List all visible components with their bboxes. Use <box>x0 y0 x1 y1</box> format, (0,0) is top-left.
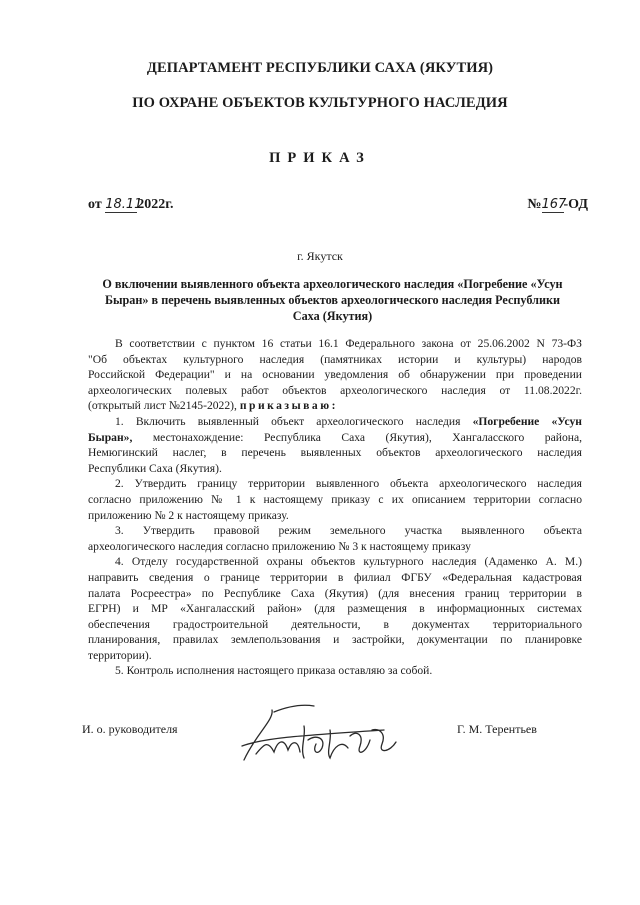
item-3-line: археологического наследия согласно приложению № 3 к настоящему приказу <box>88 539 471 553</box>
item-1-line <box>88 414 582 430</box>
department-name-line2: ПО ОХРАНЕ ОБЪЕКТОВ КУЛЬТУРНОГО НАСЛЕДИЯ <box>132 95 508 111</box>
item-3-line: 3. Утвердить правовой режим земельного участка выявленного объекта <box>115 524 582 538</box>
order-number <box>527 197 588 213</box>
signatory-name: Г. М. Терентьев <box>457 722 537 736</box>
department-name-line1: ДЕПАРТАМЕНТ РЕСПУБЛИКИ САХА (ЯКУТИЯ) <box>146 60 494 76</box>
item-5-line: 5. Контроль исполнения настоящего приказа оставляю за собой. <box>115 664 433 678</box>
item-1-bold: «Погребение «Усун <box>472 414 582 428</box>
order-subject <box>80 276 585 324</box>
order-verb: приказываю: <box>239 399 338 413</box>
item-4-line: планирования, правилах землепользования и застройки, документации по планировке <box>88 633 582 647</box>
number-suffix: -ОД <box>563 197 588 212</box>
item-4-line: палата Росреестра» по Республике Саха (Якутия) (для внесения границ территории в <box>88 586 582 600</box>
item-1-line <box>88 430 582 446</box>
preamble-line <box>88 398 582 414</box>
signatory-role: И. о. руководителя <box>82 722 178 736</box>
item-1-line: Немюгинский наслег, в перечень выявленных объектов археологического наследия <box>88 446 582 460</box>
item-1-text: 1. Включить выявленный объект археологического наследия <box>115 414 461 428</box>
handwritten-signature <box>234 700 404 770</box>
number-prefix: № <box>527 197 542 212</box>
item-2-line: согласно приложению № 1 к настоящему приказу с их описанием территории согласно <box>88 492 582 506</box>
item-4-line: ЕГРН) и МР «Хангаласский район» (для размещения в информационных системах <box>88 602 582 616</box>
item-4-line: направить сведения о границе территории в филиал ФГБУ «Федеральная кадастровая <box>88 570 582 584</box>
city: г. Якутск <box>297 249 343 263</box>
subject-line2: Быран» в перечень выявленных объектов археологического наследия Республики <box>104 293 561 307</box>
document-type: ПРИКАЗ <box>269 150 371 166</box>
number-handwritten: 167 <box>541 197 567 212</box>
preamble-line: Российской Федерации" и на основании уведомления об обнаружении при проведении <box>88 368 582 382</box>
item-4-line: территории). <box>88 648 152 662</box>
item-2-line: 2. Утвердить границу территории выявленного объекта археологического наследия <box>115 477 582 491</box>
item-2-line: приложению № 2 к настоящему приказу. <box>88 508 289 522</box>
order-body <box>88 336 582 679</box>
date-suffix: 2022г. <box>137 197 174 212</box>
preamble-text: (открытый лист №2145-2022), <box>88 399 237 413</box>
order-date <box>88 197 173 213</box>
preamble-line: В соответствии с пунктом 16 статьи 16.1 Федерального закона от 25.06.2002 N 73-ФЗ <box>115 337 582 350</box>
item-4-line: обеспечения градостроительной деятельности, в документах территориального <box>88 617 582 631</box>
date-prefix: от <box>88 197 102 212</box>
item-4-line: 4. Отделу государственной охраны объектов культурного наследия (Адаменко А. М.) <box>115 555 582 569</box>
preamble-line: археологических полевых работ объектов археологического наследия от 11.08.2022г. <box>88 383 582 397</box>
item-1-line: Республики Саха (Якутия). <box>88 461 222 475</box>
item-1-bold: Быран», <box>88 430 133 444</box>
subject-line3: Саха (Якутия) <box>292 309 373 323</box>
date-handwritten: 18.11 <box>105 197 143 212</box>
preamble-line: "Об объектах культурного наследия (памятниках истории и культуры) народов <box>88 352 582 366</box>
subject-line1: О включении выявленного объекта археологического наследия «Погребение «Усун <box>102 277 563 291</box>
item-1-text: местонахождение: Республика Саха (Якутия), Хангаласского района, <box>152 430 582 444</box>
